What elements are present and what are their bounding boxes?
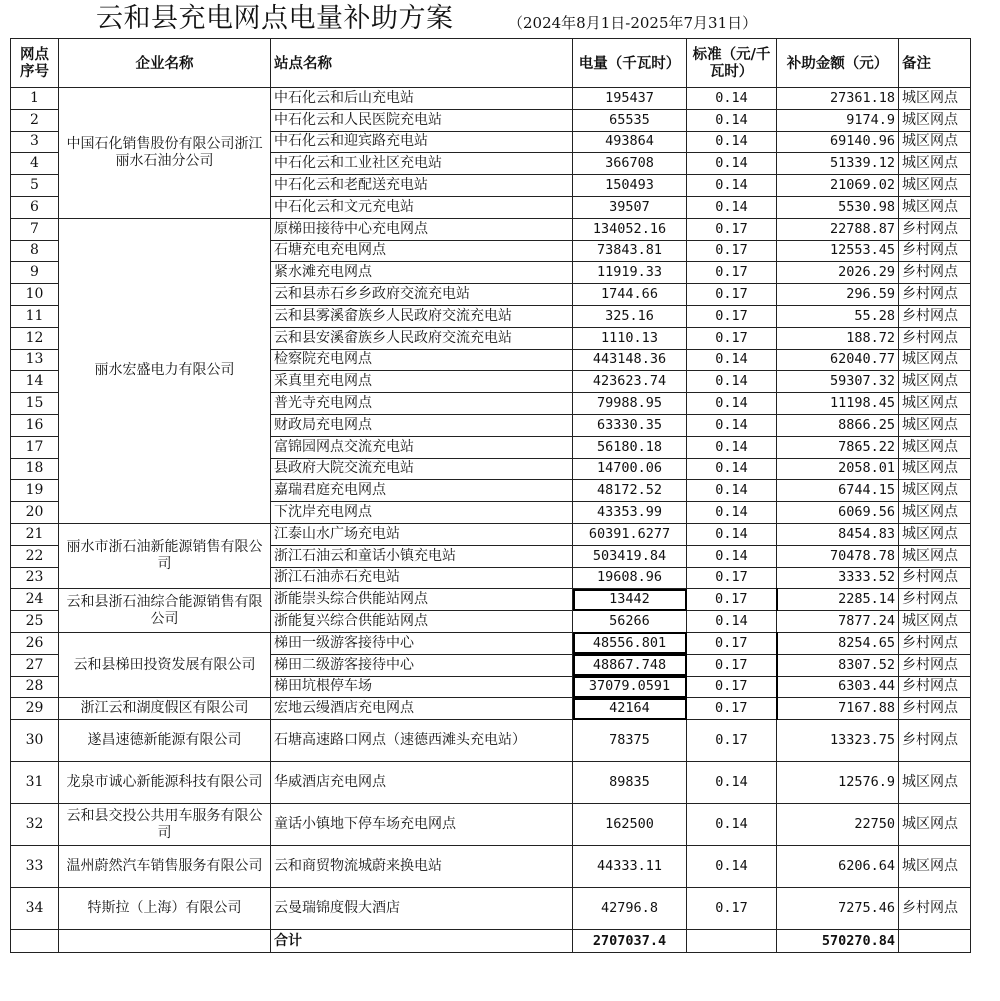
kwh-value: 48172.52 xyxy=(573,480,687,502)
rate-value: 0.14 xyxy=(687,436,777,458)
amount-value: 2285.14 xyxy=(777,589,899,611)
row-number: 16 xyxy=(11,414,59,436)
site-name: 检察院充电网点 xyxy=(271,349,573,371)
row-number: 29 xyxy=(11,698,59,720)
kwh-value: 150493 xyxy=(573,175,687,197)
rate-value: 0.14 xyxy=(687,458,777,480)
rate-value: 0.17 xyxy=(687,676,777,698)
note-value: 城区网点 xyxy=(899,414,971,436)
kwh-value: 195437 xyxy=(573,88,687,110)
table-header-row xyxy=(11,39,971,88)
amount-value: 62040.77 xyxy=(777,349,899,371)
note-value: 乡村网点 xyxy=(899,676,971,698)
site-name: 中石化云和迎宾路充电站 xyxy=(271,131,573,153)
site-name: 云和县雾溪畲族乡人民政府交流充电站 xyxy=(271,305,573,327)
site-name: 梯田二级游客接待中心 xyxy=(271,654,573,676)
amount-value: 13323.75 xyxy=(777,720,899,762)
row-number: 5 xyxy=(11,175,59,197)
kwh-value: 134052.16 xyxy=(573,218,687,240)
note-value: 城区网点 xyxy=(899,109,971,131)
note-value: 城区网点 xyxy=(899,153,971,175)
table-row xyxy=(11,762,971,804)
company-name: 云和县梯田投资发展有限公司 xyxy=(59,632,271,697)
amount-value: 8307.52 xyxy=(777,654,899,676)
amount-value: 9174.9 xyxy=(777,109,899,131)
note-value: 城区网点 xyxy=(899,480,971,502)
company-name: 特斯拉（上海）有限公司 xyxy=(59,888,271,930)
header-site: 站点名称 xyxy=(271,39,573,88)
amount-value: 59307.32 xyxy=(777,371,899,393)
site-name: 石塘充电充电网点 xyxy=(271,240,573,262)
amount-value: 7167.88 xyxy=(777,698,899,720)
rate-value: 0.14 xyxy=(687,393,777,415)
kwh-value: 78375 xyxy=(573,720,687,762)
total-empty-rate xyxy=(687,930,777,953)
row-number: 3 xyxy=(11,131,59,153)
row-number: 20 xyxy=(11,502,59,524)
rate-value: 0.14 xyxy=(687,131,777,153)
table-row xyxy=(11,88,971,110)
row-number: 10 xyxy=(11,284,59,306)
subsidy-table xyxy=(10,38,971,953)
kwh-value: 162500 xyxy=(573,804,687,846)
amount-value: 55.28 xyxy=(777,305,899,327)
company-name: 遂昌速德新能源有限公司 xyxy=(59,720,271,762)
header-kwh: 电量（千瓦时） xyxy=(573,39,687,88)
header-no: 网点序号 xyxy=(11,39,59,88)
rate-value: 0.14 xyxy=(687,153,777,175)
kwh-value: 19608.96 xyxy=(573,567,687,589)
amount-value: 22750 xyxy=(777,804,899,846)
rate-value: 0.14 xyxy=(687,349,777,371)
rate-value: 0.17 xyxy=(687,218,777,240)
row-number: 14 xyxy=(11,371,59,393)
rate-value: 0.17 xyxy=(687,589,777,611)
rate-value: 0.14 xyxy=(687,502,777,524)
kwh-value: 325.16 xyxy=(573,305,687,327)
site-name: 普光寺充电网点 xyxy=(271,393,573,415)
amount-value: 7275.46 xyxy=(777,888,899,930)
note-value: 乡村网点 xyxy=(899,698,971,720)
kwh-value: 443148.36 xyxy=(573,349,687,371)
site-name: 浙江石油赤石充电站 xyxy=(271,567,573,589)
site-name: 江泰山水广场充电站 xyxy=(271,523,573,545)
note-value: 乡村网点 xyxy=(899,240,971,262)
row-number: 6 xyxy=(11,196,59,218)
rate-value: 0.17 xyxy=(687,632,777,654)
amount-value: 2026.29 xyxy=(777,262,899,284)
kwh-value: 11919.33 xyxy=(573,262,687,284)
site-name: 宏地云缦酒店充电网点 xyxy=(271,698,573,720)
note-value: 城区网点 xyxy=(899,762,971,804)
note-value: 乡村网点 xyxy=(899,284,971,306)
amount-value: 6206.64 xyxy=(777,846,899,888)
amount-value: 6069.56 xyxy=(777,502,899,524)
site-name: 中石化云和文元充电站 xyxy=(271,196,573,218)
site-name: 浙能复兴综合供能站网点 xyxy=(271,611,573,633)
row-number: 25 xyxy=(11,611,59,633)
kwh-value: 42164 xyxy=(573,698,687,720)
amount-value: 7865.22 xyxy=(777,436,899,458)
table-row xyxy=(11,888,971,930)
rate-value: 0.14 xyxy=(687,846,777,888)
note-value: 乡村网点 xyxy=(899,305,971,327)
kwh-value: 56180.18 xyxy=(573,436,687,458)
site-name: 紧水滩充电网点 xyxy=(271,262,573,284)
note-value: 乡村网点 xyxy=(899,262,971,284)
kwh-value: 13442 xyxy=(573,589,687,611)
row-number: 26 xyxy=(11,632,59,654)
kwh-value: 14700.06 xyxy=(573,458,687,480)
rate-value: 0.14 xyxy=(687,371,777,393)
row-number: 2 xyxy=(11,109,59,131)
table-row xyxy=(11,632,971,654)
document-title: 云和县充电网点电量补助方案 xyxy=(96,3,454,34)
total-empty-no xyxy=(11,930,59,953)
table-body xyxy=(11,88,971,953)
row-number: 32 xyxy=(11,804,59,846)
company-name: 云和县交投公共用车服务有限公司 xyxy=(59,804,271,846)
row-number: 13 xyxy=(11,349,59,371)
kwh-value: 63330.35 xyxy=(573,414,687,436)
note-value: 城区网点 xyxy=(899,611,971,633)
total-amount: 570270.84 xyxy=(777,930,899,953)
row-number: 21 xyxy=(11,523,59,545)
amount-value: 12553.45 xyxy=(777,240,899,262)
site-name: 云曼瑞锦度假大酒店 xyxy=(271,888,573,930)
row-number: 30 xyxy=(11,720,59,762)
site-name: 中石化云和人民医院充电站 xyxy=(271,109,573,131)
total-kwh: 2707037.4 xyxy=(573,930,687,953)
site-name: 中石化云和老配送充电站 xyxy=(271,175,573,197)
note-value: 城区网点 xyxy=(899,175,971,197)
note-value: 城区网点 xyxy=(899,458,971,480)
row-number: 8 xyxy=(11,240,59,262)
amount-value: 3333.52 xyxy=(777,567,899,589)
amount-value: 7877.24 xyxy=(777,611,899,633)
header-amount: 补助金额（元） xyxy=(777,39,899,88)
note-value: 城区网点 xyxy=(899,131,971,153)
total-label: 合计 xyxy=(271,930,573,953)
rate-value: 0.14 xyxy=(687,804,777,846)
total-empty-company xyxy=(59,930,271,953)
amount-value: 51339.12 xyxy=(777,153,899,175)
amount-value: 5530.98 xyxy=(777,196,899,218)
kwh-value: 79988.95 xyxy=(573,393,687,415)
note-value: 乡村网点 xyxy=(899,327,971,349)
amount-value: 70478.78 xyxy=(777,545,899,567)
company-name: 温州蔚然汽车销售服务有限公司 xyxy=(59,846,271,888)
row-number: 9 xyxy=(11,262,59,284)
amount-value: 11198.45 xyxy=(777,393,899,415)
total-row xyxy=(11,930,971,953)
kwh-value: 44333.11 xyxy=(573,846,687,888)
rate-value: 0.17 xyxy=(687,888,777,930)
site-name: 采真里充电网点 xyxy=(271,371,573,393)
row-number: 7 xyxy=(11,218,59,240)
row-number: 1 xyxy=(11,88,59,110)
kwh-value: 48556.801 xyxy=(573,632,687,654)
rate-value: 0.17 xyxy=(687,720,777,762)
amount-value: 6744.15 xyxy=(777,480,899,502)
row-number: 27 xyxy=(11,654,59,676)
row-number: 17 xyxy=(11,436,59,458)
site-name: 华威酒店充电网点 xyxy=(271,762,573,804)
kwh-value: 366708 xyxy=(573,153,687,175)
kwh-value: 56266 xyxy=(573,611,687,633)
rate-value: 0.14 xyxy=(687,196,777,218)
site-name: 云和县赤石乡乡政府交流充电站 xyxy=(271,284,573,306)
header-rate: 标准（元/千瓦时） xyxy=(687,39,777,88)
site-name: 县政府大院交流充电站 xyxy=(271,458,573,480)
rate-value: 0.17 xyxy=(687,654,777,676)
site-name: 云和商贸物流城蔚来换电站 xyxy=(271,846,573,888)
kwh-value: 48867.748 xyxy=(573,654,687,676)
kwh-value: 89835 xyxy=(573,762,687,804)
table-row xyxy=(11,698,971,720)
company-name: 龙泉市诚心新能源科技有限公司 xyxy=(59,762,271,804)
amount-value: 27361.18 xyxy=(777,88,899,110)
rate-value: 0.14 xyxy=(687,175,777,197)
row-number: 19 xyxy=(11,480,59,502)
amount-value: 12576.9 xyxy=(777,762,899,804)
table-row xyxy=(11,589,971,611)
row-number: 11 xyxy=(11,305,59,327)
row-number: 24 xyxy=(11,589,59,611)
site-name: 中石化云和工业社区充电站 xyxy=(271,153,573,175)
amount-value: 22788.87 xyxy=(777,218,899,240)
rate-value: 0.17 xyxy=(687,305,777,327)
site-name: 中石化云和后山充电站 xyxy=(271,88,573,110)
note-value: 城区网点 xyxy=(899,436,971,458)
note-value: 乡村网点 xyxy=(899,589,971,611)
note-value: 城区网点 xyxy=(899,804,971,846)
site-name: 石塘高速路口网点（速德西滩头充电站） xyxy=(271,720,573,762)
amount-value: 6303.44 xyxy=(777,676,899,698)
document-title-bar xyxy=(0,0,1000,38)
site-name: 童话小镇地下停车场充电网点 xyxy=(271,804,573,846)
row-number: 12 xyxy=(11,327,59,349)
note-value: 城区网点 xyxy=(899,88,971,110)
table-row xyxy=(11,218,971,240)
row-number: 4 xyxy=(11,153,59,175)
amount-value: 8454.83 xyxy=(777,523,899,545)
kwh-value: 503419.84 xyxy=(573,545,687,567)
table-row xyxy=(11,804,971,846)
company-name: 丽水市浙石油新能源销售有限公司 xyxy=(59,523,271,588)
row-number: 28 xyxy=(11,676,59,698)
total-empty-note xyxy=(899,930,971,953)
row-number: 15 xyxy=(11,393,59,415)
site-name: 财政局充电网点 xyxy=(271,414,573,436)
site-name: 下沈岸充电网点 xyxy=(271,502,573,524)
amount-value: 69140.96 xyxy=(777,131,899,153)
rate-value: 0.14 xyxy=(687,88,777,110)
company-name: 中国石化销售股份有限公司浙江丽水石油分公司 xyxy=(59,88,271,219)
site-name: 嘉瑞君庭充电网点 xyxy=(271,480,573,502)
note-value: 城区网点 xyxy=(899,371,971,393)
kwh-value: 493864 xyxy=(573,131,687,153)
note-value: 城区网点 xyxy=(899,393,971,415)
amount-value: 21069.02 xyxy=(777,175,899,197)
note-value: 城区网点 xyxy=(899,502,971,524)
note-value: 城区网点 xyxy=(899,523,971,545)
row-number: 22 xyxy=(11,545,59,567)
row-number: 31 xyxy=(11,762,59,804)
note-value: 乡村网点 xyxy=(899,720,971,762)
rate-value: 0.14 xyxy=(687,611,777,633)
rate-value: 0.14 xyxy=(687,523,777,545)
table-row xyxy=(11,720,971,762)
company-name: 云和县浙石油综合能源销售有限公司 xyxy=(59,589,271,633)
site-name: 富锦园网点交流充电站 xyxy=(271,436,573,458)
note-value: 城区网点 xyxy=(899,349,971,371)
company-name: 丽水宏盛电力有限公司 xyxy=(59,218,271,523)
site-name: 浙江石油云和童话小镇充电站 xyxy=(271,545,573,567)
amount-value: 8866.25 xyxy=(777,414,899,436)
table-row xyxy=(11,523,971,545)
amount-value: 8254.65 xyxy=(777,632,899,654)
rate-value: 0.14 xyxy=(687,414,777,436)
kwh-value: 1744.66 xyxy=(573,284,687,306)
kwh-value: 1110.13 xyxy=(573,327,687,349)
amount-value: 188.72 xyxy=(777,327,899,349)
row-number: 33 xyxy=(11,846,59,888)
site-name: 梯田坑根停车场 xyxy=(271,676,573,698)
header-company: 企业名称 xyxy=(59,39,271,88)
rate-value: 0.17 xyxy=(687,240,777,262)
rate-value: 0.17 xyxy=(687,567,777,589)
rate-value: 0.14 xyxy=(687,545,777,567)
rate-value: 0.17 xyxy=(687,262,777,284)
row-number: 23 xyxy=(11,567,59,589)
company-name: 浙江云和湖度假区有限公司 xyxy=(59,698,271,720)
amount-value: 296.59 xyxy=(777,284,899,306)
header-note: 备注 xyxy=(899,39,971,88)
rate-value: 0.14 xyxy=(687,480,777,502)
amount-value: 2058.01 xyxy=(777,458,899,480)
site-name: 浙能崇头综合供能站网点 xyxy=(271,589,573,611)
note-value: 乡村网点 xyxy=(899,218,971,240)
rate-value: 0.14 xyxy=(687,109,777,131)
kwh-value: 423623.74 xyxy=(573,371,687,393)
site-name: 云和县安溪畲族乡人民政府交流充电站 xyxy=(271,327,573,349)
note-value: 乡村网点 xyxy=(899,567,971,589)
note-value: 城区网点 xyxy=(899,846,971,888)
kwh-value: 60391.6277 xyxy=(573,523,687,545)
kwh-value: 73843.81 xyxy=(573,240,687,262)
note-value: 城区网点 xyxy=(899,545,971,567)
kwh-value: 65535 xyxy=(573,109,687,131)
rate-value: 0.17 xyxy=(687,698,777,720)
kwh-value: 37079.0591 xyxy=(573,676,687,698)
rate-value: 0.17 xyxy=(687,284,777,306)
note-value: 乡村网点 xyxy=(899,654,971,676)
row-number: 18 xyxy=(11,458,59,480)
table-row xyxy=(11,846,971,888)
site-name: 梯田一级游客接待中心 xyxy=(271,632,573,654)
kwh-value: 42796.8 xyxy=(573,888,687,930)
row-number: 34 xyxy=(11,888,59,930)
kwh-value: 39507 xyxy=(573,196,687,218)
kwh-value: 43353.99 xyxy=(573,502,687,524)
document-subtitle: （2024年8月1日-2025年7月31日） xyxy=(508,14,758,32)
note-value: 乡村网点 xyxy=(899,632,971,654)
site-name: 原梯田接待中心充电网点 xyxy=(271,218,573,240)
note-value: 乡村网点 xyxy=(899,888,971,930)
note-value: 城区网点 xyxy=(899,196,971,218)
rate-value: 0.14 xyxy=(687,762,777,804)
rate-value: 0.17 xyxy=(687,327,777,349)
